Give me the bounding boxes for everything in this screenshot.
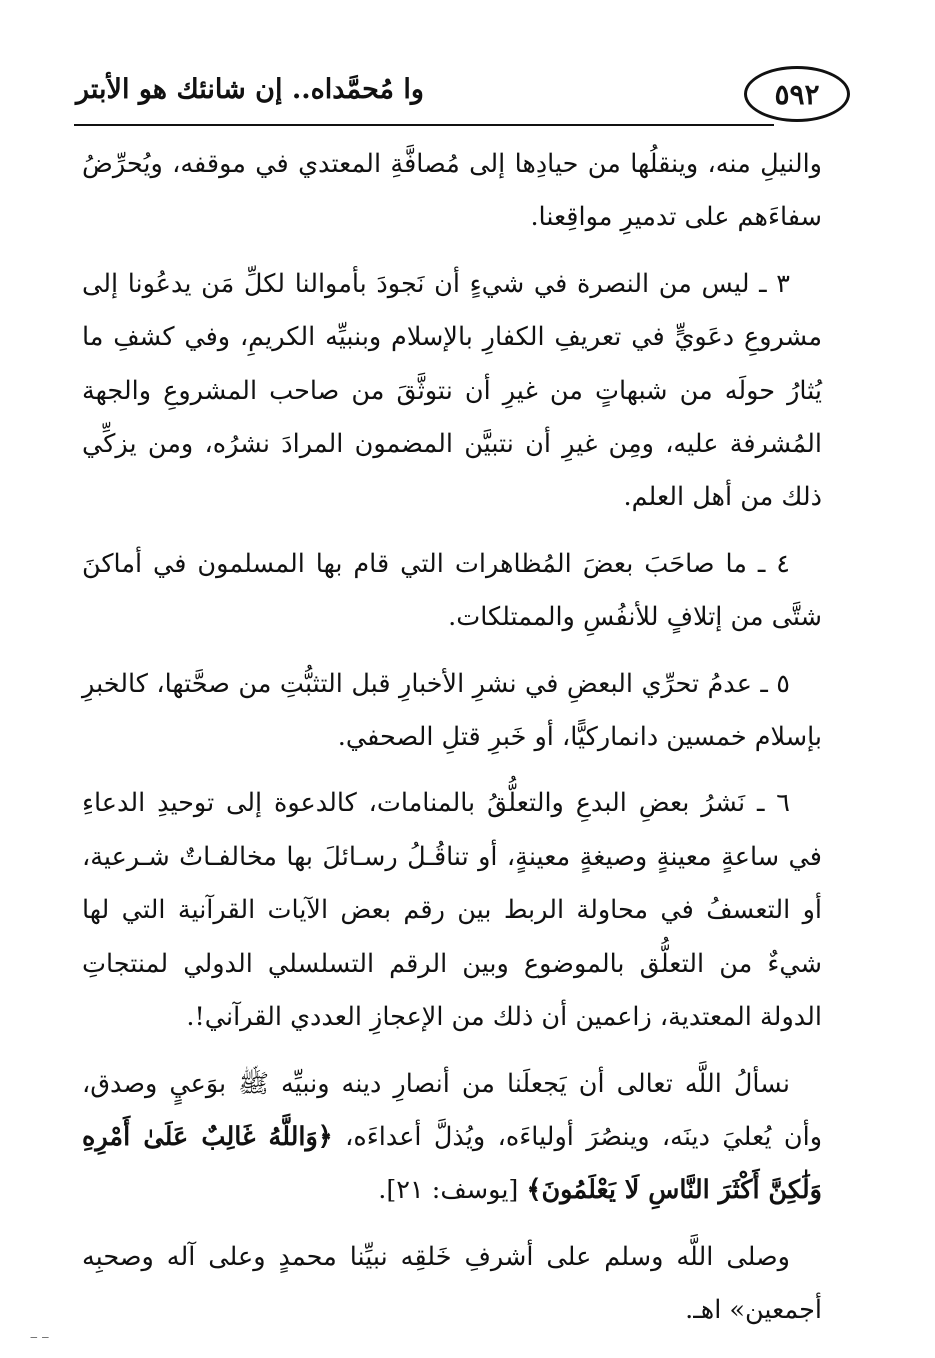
running-title: وا مُحمَّداه.. إن شانئك هو الأبتر	[76, 74, 424, 105]
paragraph-point-6: ٦ ـ نَشرُ بعضِ البدعِ والتعلُّقُ بالمنامات، كالدعوة إلى توحيدِ الدعاءِ في ساعةٍ معينةٍ وصيغةٍ معينةٍ، أو تناقُـلُ رسـائلَ بها مخالفـاتٌ شـرعية، أو التعسفُ في محاولة الربط بين رقم بعض الآيات القرآنية التي لها شيءٌ من التعلُّق بالموضوع وبين الرقم التسلسلي الدولي لمنتجاتِ الدولة المعتدية، زاعمين أن ذلك من الإعجازِ العددي القرآني!.	[82, 788, 822, 1033]
paragraph-closing-prayer	[82, 1058, 822, 1218]
page-header	[70, 62, 850, 124]
paragraph-continuation: والنيلِ منه، وينقلُها من حيادِها إلى مُصافَّةِ المعتدي في موقفه، ويُحرِّضُ سفاءَهم على تدميرِ مواقِعنا.	[82, 149, 822, 233]
verse-citation: [يوسف: ٢١].	[378, 1175, 527, 1206]
paragraph-point-5: ٥ ـ عدمُ تحرِّي البعضِ في نشرِ الأخبارِ قبل التثبُّتِ من صحَّتها، كالخبرِ بإسلام خمسين دانماركيًّا، أو خَبرِ قتلِ الصحفي.	[82, 668, 822, 753]
page-number: ٥٩٢	[744, 66, 850, 122]
header-divider	[74, 124, 774, 126]
paragraph-final-salutation: وصلى اللَّه وسلم على أشرفِ خَلقِه نبيِّنا محمدٍ وعلى آله وصحبِه أجمعين» اهـ.	[82, 1241, 822, 1326]
quran-verse: ﴿وَاللَّهُ غَالِبٌ عَلَىٰ أَمْرِهِ وَلَٰكِنَّ أَكْثَرَ النَّاسِ لَا يَعْلَمُونَ﴾	[82, 1121, 822, 1206]
body-text	[82, 138, 822, 1338]
paragraph-point-3: ٣ ـ ليس من النصرة في شيءٍ أن نَجودَ بأموالنا لكلِّ مَن يدعُونا إلى مشروعِ دعَويٍّ في تعريفِ الكفارِ بالإسلام وبنبيِّه الكريمِ، وفي كشفِ ما يُثارُ حولَه من شبهاتٍ من غيرِ أن نتوثَّقَ من صاحب المشروعِ والجهة المُشرفة عليه، ومِن غيرِ أن نتبيَّن المضمون المرادَ نشرُه، ومن يزكِّي ذلك من أهل العلم.	[82, 268, 822, 513]
prayer-text: نسألُ اللَّه تعالى أن يَجعلَنا من أنصارِ دينه ونبيِّه ﷺ بوَعيٍ وصدق، وأن يُعليَ دينَه، وينصُرَ أولياءَه، ويُذلَّ أعداءَه،	[82, 1068, 823, 1152]
paragraph-point-4: ٤ ـ ما صاحَبَ بعضَ المُظاهرات التي قام بها المسلمون في أماكنَ شتَّى من إتلافٍ للأنفُسِ والممتلكات.	[82, 548, 822, 633]
scan-speck: ‒ ‒	[30, 1330, 50, 1344]
